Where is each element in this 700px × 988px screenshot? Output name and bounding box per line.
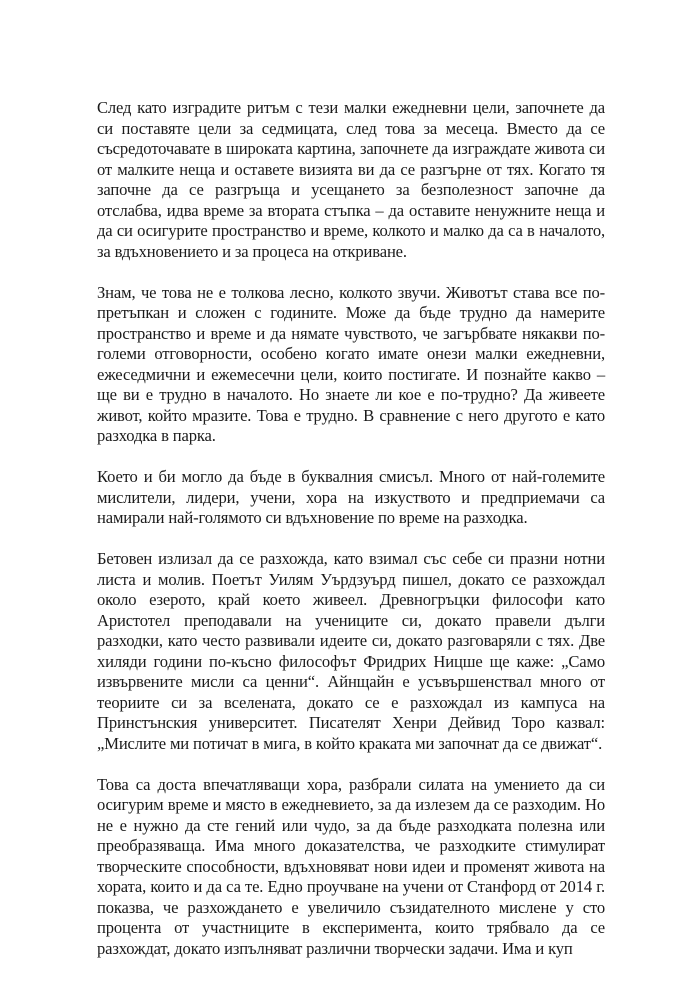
paragraph-4: Бетовен излизал да се разхожда, като взимал със себе си празни нотни листа и молив. Поетът Уилям Уърдзуърд пишел, докато се разхождал около езерото, край което живеел. Древногръцки философи като Аристотел преподавали на учениците си, докато правели дълги разходки, като често развивали идеите си, докато разговаряли с тях. Две хиляди години по-късно философът Фридрих Ницше ще каже: „Само извървените мисли са ценни“. Айнщайн е усъвършенствал много от теориите си за вселената, докато се е разхождал из кампуса на Принстънския университет. Писателят Хенри Дейвид Торо казвал: „Мислите ми потичат в мига, в който краката ми започнат да се движат“. [97,549,605,753]
document-body [97,98,605,980]
paragraph-5: Това са доста впечатляващи хора, разбрали силата на умението да си осигурим време и място в ежедневието, за да излезем да се разходим. Но не е нужно да сте гений или чудо, за да бъде разходката полезна или преобразяваща. Има много доказателства, че разходките стимулират творческите способности, вдъхновяват нови идеи и променят живота на хората, които и да са те. Едно проучване на учени от Станфорд от 2014 г. показва, че разхождането е увеличило съзидателното мислене у сто процента от участниците в експеримента, които трябвало да се разхождат, докато изпълняват различни творчески задачи. Има и куп [97,774,605,958]
paragraph-1: След като изградите ритъм с тези малки ежедневни цели, започнете да си поставяте цели за седмицата, след това за месеца. Вместо да се съсредоточавате в широката картина, започнете да изграждате живота си от малките неща и оставете визията ви да се разгърне от тях. Когато тя започне да се разгръща и усещането за безполезност започне да отслабва, идва време за втората стъпка – да оставите ненужните неща и да си осигурите пространство и време, колкото и малко да са в началото, за вдъхновението и за процеса на откриване. [97,98,605,261]
paragraph-3: Което и би могло да бъде в буквалния смисъл. Много от най-големите мислители, лидери, учени, хора на изкуството и предприемачи са намирали най-голямото си вдъхновение по време на разходка. [97,467,605,527]
paragraph-2: Знам, че това не е толкова лесно, колкото звучи. Животът става все по-претъпкан и сложен с годините. Може да бъде трудно да намерите пространство и време и да нямате чувството, че загърбвате някакви по-големи отговорности, особено когато имате онези малки ежедневни, ежеседмични и ежемесечни цели, които постигате. И познайте какво – ще ви е трудно в началото. Но знаете ли кое е по-трудно? Да живеете живот, който мразите. Това е трудно. В сравнение с него другото е като разходка в парка. [97,282,605,445]
